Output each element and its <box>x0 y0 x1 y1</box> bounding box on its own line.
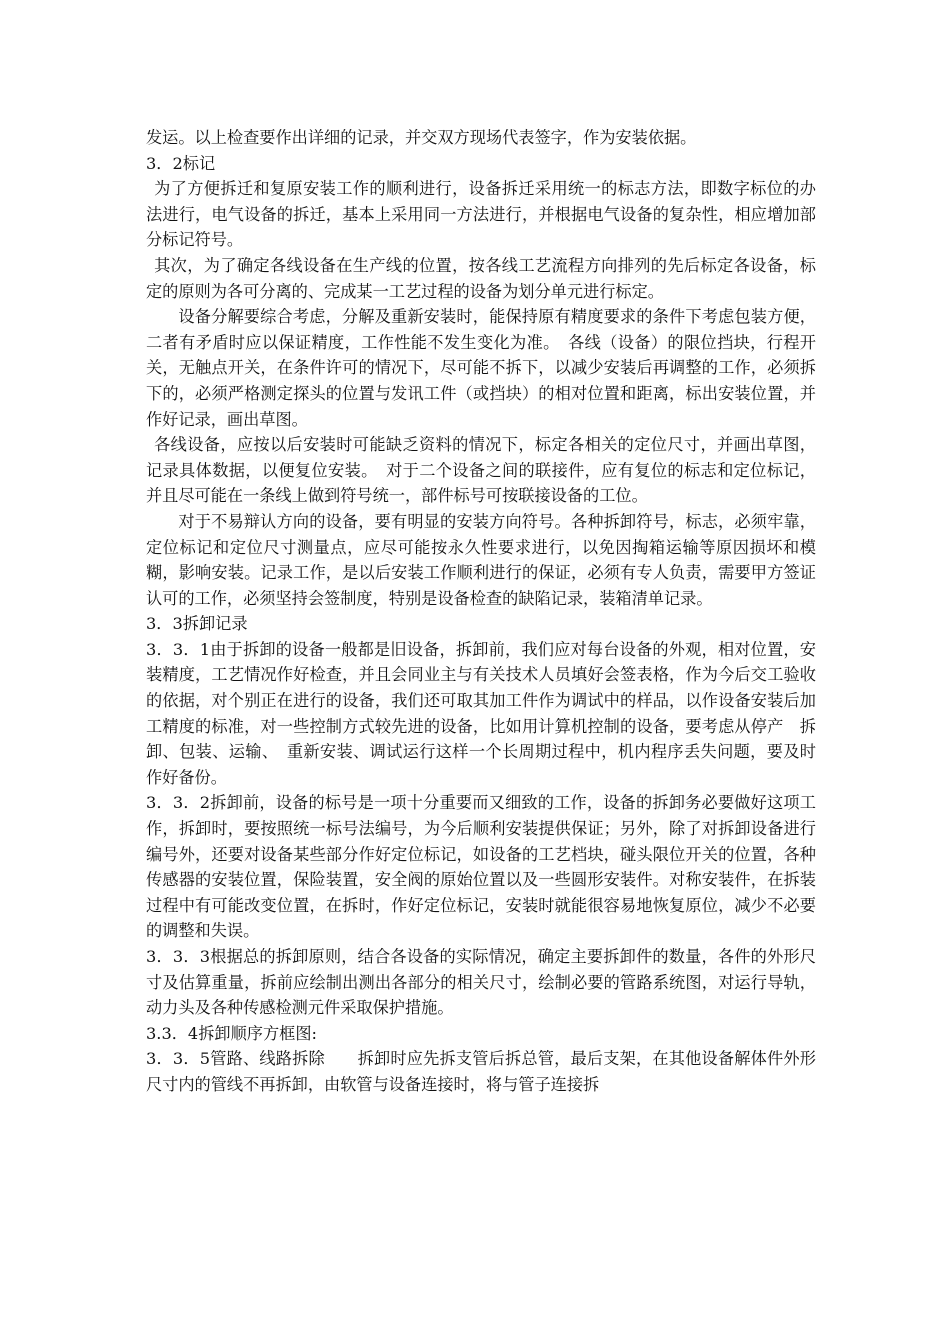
paragraph-3-3-1: 3．3．1由于拆卸的设备一般都是旧设备，拆卸前，我们应对每台设备的外观，相对位置，安装精度，工艺情况作好检查，并且会同业主与有关技术人员填好会签表格，作为今后交工验收的依据，对个别正在进行的设备，我们还可取其加工件作为调试中的样品，以作设备安装后加工精度的标准，对一些控制方式较先进的设备，比如用计算机控制的设备，要考虑从停产 拆卸、包装、运输、 重新安装、调试运行这样一个长周期过程中，机内程序丢失问题，要及时作好备份。 <box>146 639 816 787</box>
paragraph-3-3-4: 3.3．4拆卸顺序方框图: <box>146 1023 317 1043</box>
paragraph-3-3-3: 3．3．3根据总的拆卸原则，结合各设备的实际情况，确定主要拆卸件的数量，各件的外形尺寸及估算重量，拆前应绘制出测出各部分的相关尺寸，绘制必要的管路系统图，对运行导轨，动力头及各种传感检测元件采取保护措施。 <box>146 947 816 1018</box>
paragraph-3-2-b: 其次，为了确定各线设备在生产线的位置，按各线工艺流程方向排列的先后标定各设备，标定的原则为各可分离的、完成某一工艺过程的设备为划分单元进行标定。 <box>146 255 816 301</box>
paragraph-3-2-a: 为了方便拆迁和复原安装工作的顺利进行，设备拆迁采用统一的标志方法，即数字标位的办法进行，电气设备的拆迁，基本上采用同一方法进行，并根据电气设备的复杂性，相应增加部分标记符号。 <box>146 179 816 250</box>
document-page <box>146 125 816 1098</box>
paragraph-3-3-5: 3．3．5管路、线路拆除 拆卸时应先拆支管后拆总管，最后支架，在其他设备解体件外形尺寸内的管线不再拆卸，由软管与设备连接时，将与管子连接拆 <box>146 1049 816 1094</box>
section-heading-3-2: 3．2标记 <box>146 153 216 173</box>
paragraph-intro-tail: 发运。以上检查要作出详细的记录，并交双方现场代表签字，作为安装依据。 <box>146 128 697 147</box>
paragraph-3-3-2: 3．3．2拆卸前，设备的标号是一项十分重要而又细致的工作，设备的拆卸务必要做好这项工作，拆卸时，要按照统一标号法编号，为今后顺利安装提供保证；另外，除了对拆卸设备进行编号外，还要对设备某些部分作好定位标记，如设备的工艺档块，碰头限位开关的位置，各种传感器的安装位置，保险装置，安全阀的原始位置以及一些圆形安装件。对称安装件，在拆装过程中有可能改变位置，在拆时，作好定位标记，安装时就能很容易地恢复原位，减少不必要的调整和失误。 <box>146 793 816 941</box>
paragraph-3-2-c: 设备分解要综合考虑，分解及重新安装时，能保持原有精度要求的条件下考虑包装方便，二者有矛盾时应以保证精度，工作性能不发生变化为准。 各线（设备）的限位挡块，行程开关，无触点开关，在条件许可的情况下，尽可能不拆下，以减少安装后再调整的工作，必须拆下的，必须严格测定探头的位置与发讯工件（或挡块）的相对位置和距离，标出安装位置，并作好记录，画出草图。 <box>146 307 816 429</box>
paragraph-3-2-d: 各线设备，应按以后安装时可能缺乏资料的情况下，标定各相关的定位尺寸，并画出草图，记录具体数据，以便复位安装。 对于二个设备之间的联接件，应有复位的标志和定位标记，并且尽可能在一条线上做到符号统一，部件标号可按联接设备的工位。 <box>146 435 816 506</box>
paragraph-3-2-e: 对于不易辩认方向的设备，要有明显的安装方向符号。各种拆卸符号，标志，必须牢靠，定位标记和定位尺寸测量点，应尽可能按永久性要求进行，以免因掏箱运输等原因损坏和模糊，影响安装。记录工作，是以后安装工作顺利进行的保证，必须有专人负责，需要甲方签证认可的工作，必须坚持会签制度，特别是设备检查的缺陷记录，装箱清单记录。 <box>146 511 816 608</box>
section-heading-3-3: 3．3拆卸记录 <box>146 614 248 634</box>
